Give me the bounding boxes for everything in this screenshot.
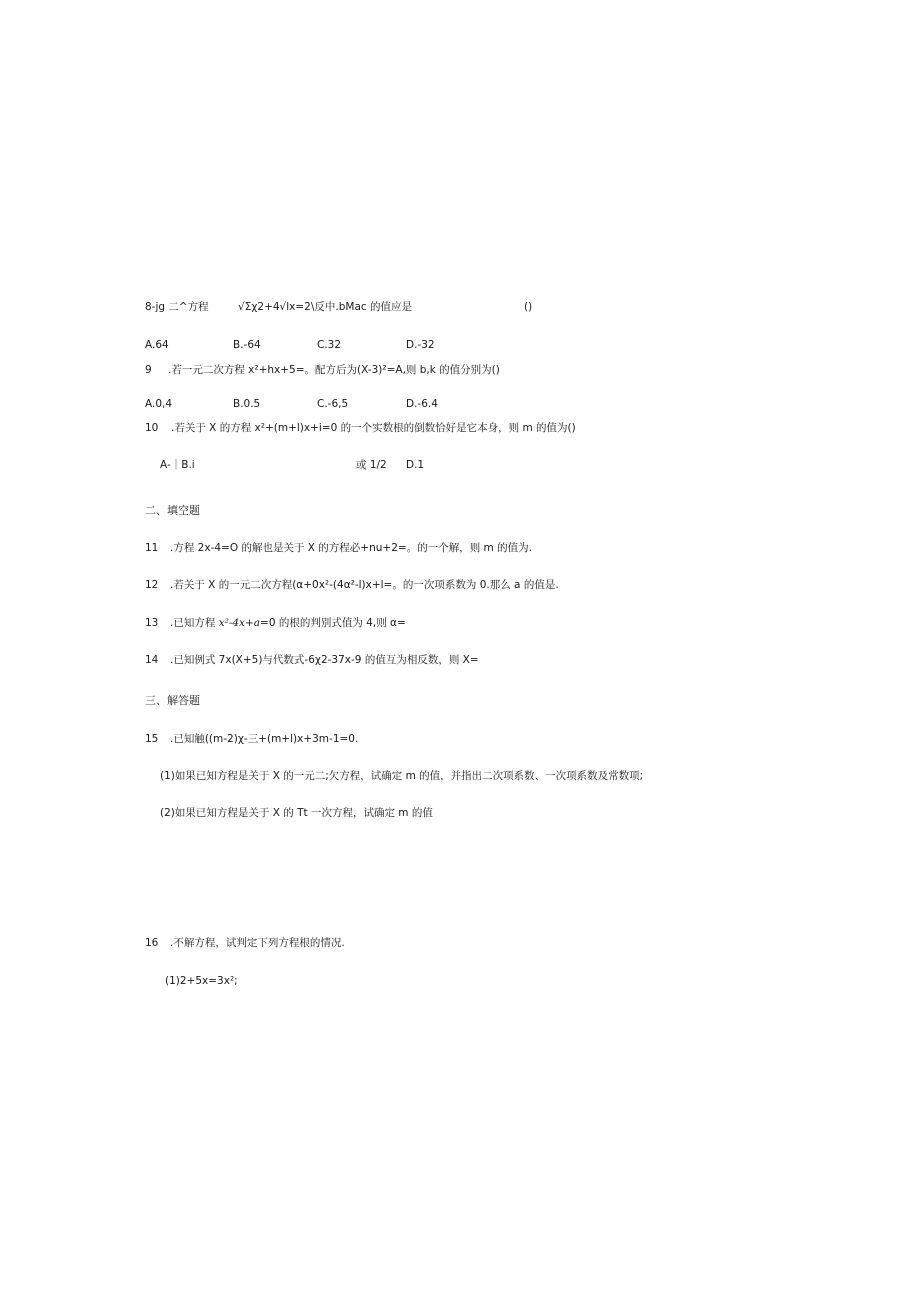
q15-number: 15 <box>145 733 159 745</box>
q8-option-a: A.64 <box>145 339 169 351</box>
q16-part1: (1)2+5x=3x²; <box>165 975 238 987</box>
q15-part1: (1)如果已知方程是关于 X 的一元二;欠方程，试确定 m 的值，并指出二次项系数、一次项系数及常数项; <box>160 770 644 782</box>
q13-post: =0 的根的判别式值为 4,则 α= <box>260 617 406 629</box>
q9-option-b: B.0.5 <box>233 398 261 410</box>
section-fill-in-title: 二、填空题 <box>145 504 200 517</box>
q9-option-c: C.-6,5 <box>317 398 349 410</box>
q8-option-b: B.-64 <box>233 339 261 351</box>
q16-number: 16 <box>145 937 159 949</box>
q13-formula: x²-4x+a <box>218 617 261 629</box>
q12-number: 12 <box>145 579 159 591</box>
q13-number: 13 <box>145 617 159 629</box>
q15-part2: (2)如果已知方程是关于 X 的 Tt 一次方程，试确定 m 的值 <box>160 807 433 819</box>
q10-option-d: D.1 <box>406 459 425 471</box>
q10-number: 10 <box>145 422 159 434</box>
q8-prefix: 8-jg 二^方程 <box>145 301 209 313</box>
q14-text: .已知例式 7x(X+5)与代数式-6χ2-37x-9 的值互为相反数，则 X= <box>170 654 479 666</box>
q13-pre: .已知方程 <box>170 617 216 629</box>
q16-text: .不解方程，试判定下列方程根的情况. <box>170 937 345 949</box>
q8-paren: () <box>524 301 533 313</box>
q8-option-d: D.-32 <box>406 339 435 351</box>
q13-line <box>170 616 406 630</box>
q9-option-d: D.-6.4 <box>406 398 438 410</box>
q10-option-ab: A-｜B.i <box>160 459 195 471</box>
q10-text: .若关于 X 的方程 x²+(m+l)x+i=0 的一个实数根的倒数恰好是它本身，则 m 的值为() <box>171 422 576 434</box>
q14-number: 14 <box>145 654 159 666</box>
q15-text: .已知触((m-2)χ-三+(m+l)x+3m-1=0. <box>170 733 359 745</box>
q11-number: 11 <box>145 542 159 554</box>
q8-equation: √Σχ2+4√lx=2\反中.bMac 的值应是 <box>238 301 412 313</box>
q9-text: .若一元二次方程 x²+hx+5=。配方后为(X-3)²=A,则 b,k 的值分别为() <box>168 364 500 376</box>
section-solve-title: 三、解答题 <box>145 694 200 707</box>
q9-number: 9 <box>145 364 152 376</box>
q11-text: .方程 2x-4=O 的解也是关于 X 的方程必+nu+2=。的一个解，则 m 的值为. <box>170 542 532 554</box>
q9-option-a: A.0,4 <box>145 398 173 410</box>
q10-option-c: 或 1/2 <box>356 459 387 471</box>
q12-text: .若关于 X 的一元二次方程(α+0x²-(4α²-l)x+l=。的一次项系数为 0.那么 a 的值是. <box>170 579 559 591</box>
q8-option-c: C.32 <box>317 339 342 351</box>
